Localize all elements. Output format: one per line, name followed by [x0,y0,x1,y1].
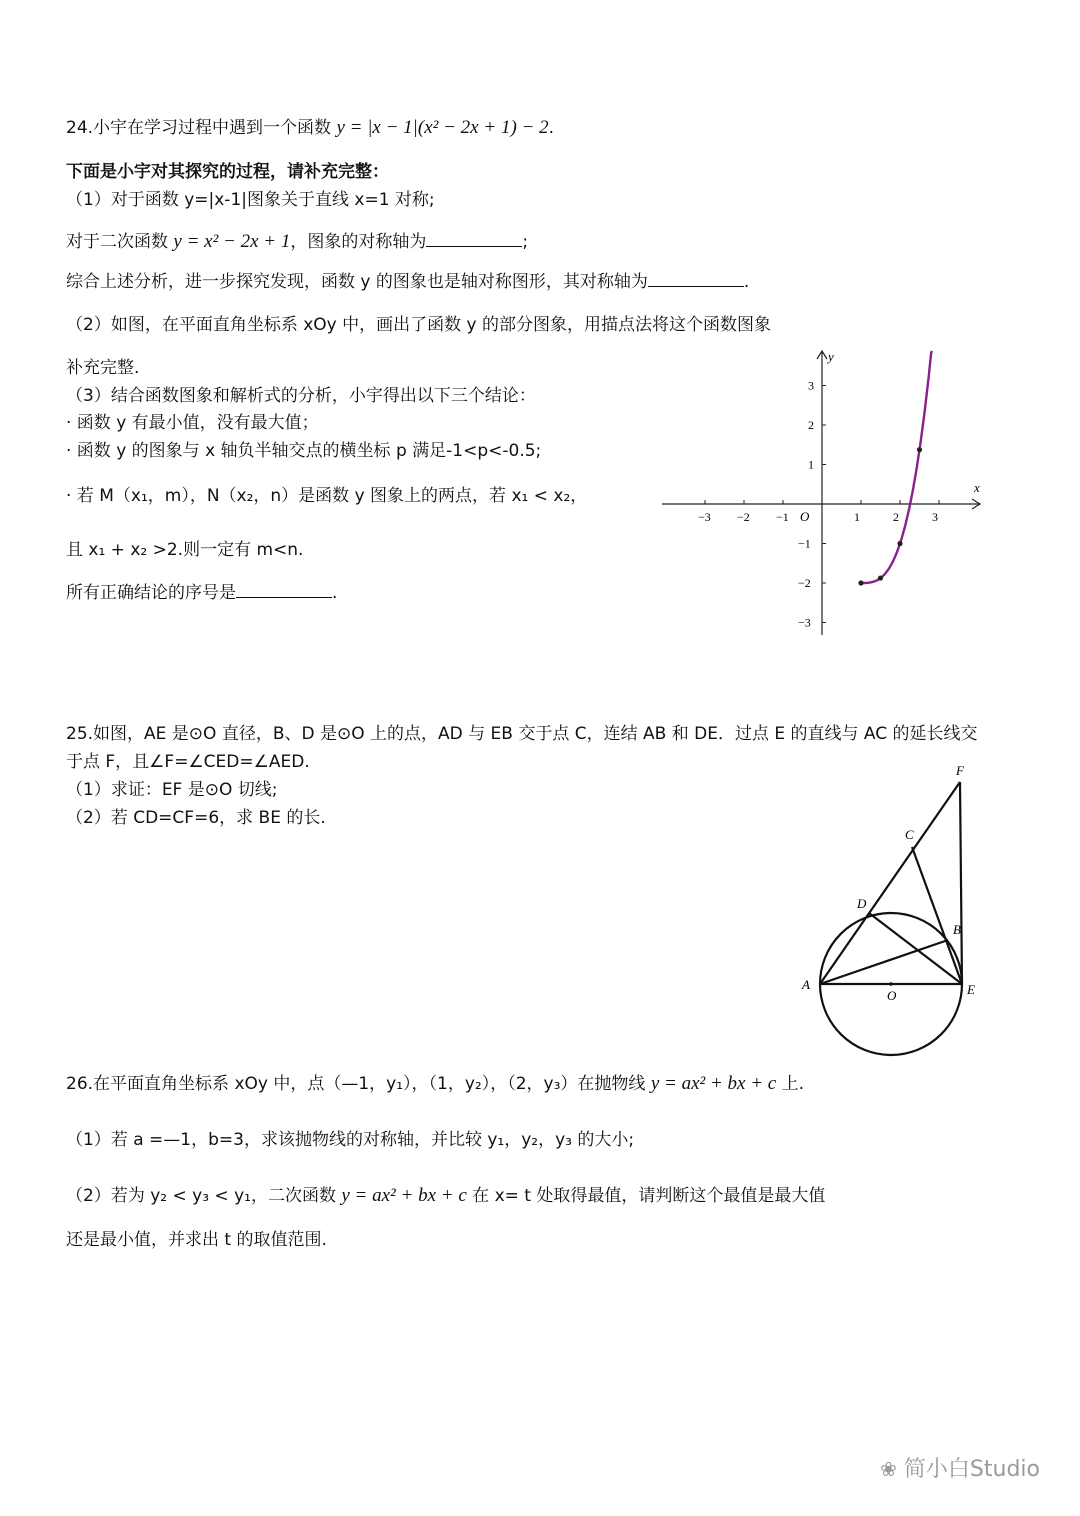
plotted-point [917,447,922,452]
y-axis-label: y [828,349,834,364]
plotted-point [878,575,883,580]
center-point [889,982,893,986]
y-tick-label: −1 [798,536,811,551]
segment-AF [820,782,960,984]
point-label-D: D [857,896,867,911]
function-graph [660,345,990,640]
parabola-formula: y = ax² + bx + c [650,1073,777,1094]
q26-part1: （1）若 a =—1，b=3，求该抛物线的对称轴，并比较 y₁，y₂，y₃ 的大小; [66,1130,635,1150]
q26-part2: （2）若为 y₂ < y₃ < y₁，二次函数 y = ax² + bx + c 在 x= t 处取得最值，请判断这个最值是最大值 [66,1185,826,1206]
y-tick-label: −3 [798,615,811,630]
q24-title: 24.小宇在学习过程中遇到一个函数 y = |x − 1|(x² − 2x + 1) − 2. [66,117,554,138]
q25-line2: 于点 F，且∠F=∠CED=∠AED. [66,752,310,772]
answer-blank-1[interactable] [426,230,522,247]
origin-label: O [800,509,810,524]
point-label-B: B [953,922,961,937]
q24-conclusion-3-cont: 且 x₁ + x₂ >2.则一定有 m<n. [66,540,304,560]
function-curve [861,351,932,583]
answer-blank-2[interactable] [648,270,744,287]
y-tick-label: −2 [798,576,811,590]
plotted-point [858,580,863,585]
q24-conclusion-1: · 函数 y 有最小值，没有最大值； [66,413,319,433]
q25-part2: （2）若 CD=CF=6，求 BE 的长. [66,808,326,828]
q24-formula: y = |x − 1|(x² − 2x + 1) − 2 [336,117,549,138]
point-label-C: C [905,827,914,842]
q24-part1-b: 对于二次函数 y = x² − 2x + 1，图象的对称轴为 ; [66,231,529,252]
q24-conclusion-3: · 若 M（x₁，m），N（x₂，n）是函数 y 图象上的两点，若 x₁ < x₂， [66,486,588,506]
x-tick-label: 2 [893,510,899,524]
q24-part2-b: 补充完整. [66,358,140,378]
x-tick-label: −2 [737,510,750,524]
x-tick-label: −3 [698,510,711,524]
x-axis-label: x [974,480,980,495]
q24-answer-line: 所有正确结论的序号是 . [66,583,338,603]
circle-figure [795,760,995,1060]
segment-AB [820,940,948,984]
segment-EC [912,847,962,984]
x-tick-label: −1 [776,510,789,524]
q24-part3-a: （3）结合函数图象和解析式的分析，小宇得出以下三个结论： [66,386,536,406]
y-tick-label: 1 [808,457,814,472]
answer-blank-3[interactable] [236,581,332,598]
y-tick-label: 3 [808,378,814,393]
q24-part1-a: （1）对于函数 y=|x-1|图象关于直线 x=1 对称; [66,190,435,210]
point-label-O: O [887,988,897,1003]
q24-part2-a: （2）如图，在平面直角坐标系 xOy 中，画出了函数 y 的部分图象，用描点法将这个函数图象 [66,315,771,335]
q26-line1: 26.在平面直角坐标系 xOy 中，点（—1，y₁），（1，y₂），（2，y₃）在抛物线 y = ax² + bx + c 上. [66,1073,805,1094]
y-tick-label: 2 [808,418,814,432]
watermark: ❀ 简小白Studio [880,1457,1040,1482]
wechat-icon: ❀ [880,1457,897,1481]
x-tick-label: 3 [932,510,938,524]
segment-EF [960,782,962,984]
q24-part1-c: 综合上述分析，进一步探究发现，函数 y 的图象也是轴对称图形，其对称轴为 . [66,272,750,292]
point-label-F: F [956,763,964,778]
parabola-formula-2: y = ax² + bx + c [341,1185,467,1206]
q24-conclusion-2: · 函数 y 的图象与 x 轴负半轴交点的横坐标 p 满足-1<p<-0.5; [66,441,542,461]
q25-line1: 25.如图，AE 是⊙O 直径，B、D 是⊙O 上的点，AD 与 EB 交于点 C，连结 AB 和 DE．过点 E 的直线与 AC 的延长线交 [66,724,978,744]
point-label-E: E [967,982,975,997]
q24-intro: 下面是小宇对其探究的过程，请补充完整： [66,162,389,182]
plotted-point [897,541,902,546]
q26-part2-cont: 还是最小值，并求出 t 的取值范围. [66,1230,327,1250]
q25-part1: （1）求证：EF 是⊙O 切线; [66,780,278,800]
x-tick-label: 1 [854,510,860,524]
point-label-A: A [802,977,810,992]
quadratic-formula: y = x² − 2x + 1 [173,231,291,252]
